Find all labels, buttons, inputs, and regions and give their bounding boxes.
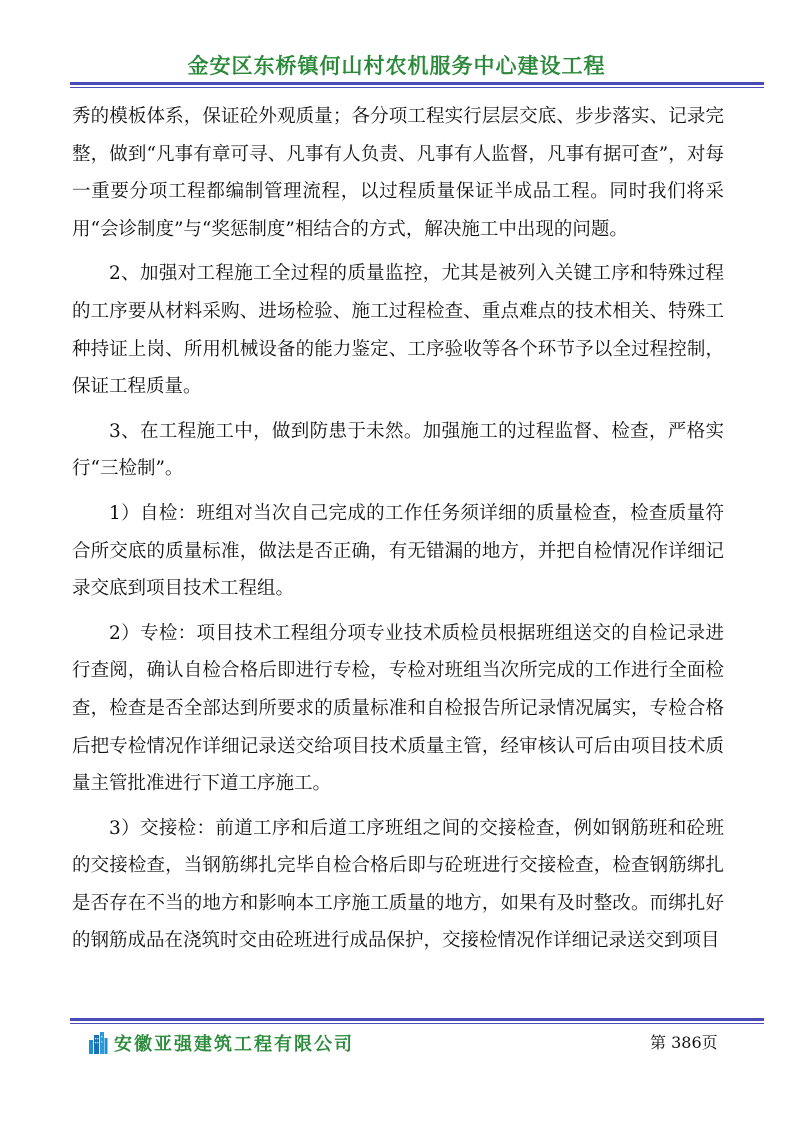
- page-number: 第 386页: [650, 1033, 718, 1052]
- paragraph: 3）交接检：前道工序和后道工序班组之间的交接检查，例如钢筋班和砼班的交接检查，当钢筋绑扎完毕自检合格后即与砼班进行交接检查，检查钢筋绑扎是否存在不当的地方和影响本工序施工质量的地方，如果有及时整改。而绑扎好的钢筋成品在浇筑时交由砼班进行成品保护，交接检情况作详细记录送交到项目: [72, 817, 724, 952]
- paragraph: 3、在工程施工中，做到防患于未然。加强施工的过程监督、检查，严格实行“三检制”。: [72, 420, 724, 480]
- paragraph: 1）自检：班组对当次自己完成的工作任务须详细的质量检查，检查质量符合所交底的质量标准，做法是否正确，有无错漏的地方，并把自检情况作详细记录交底到项目技术工程组。: [72, 502, 724, 600]
- building-logo-icon: [88, 1032, 108, 1054]
- document-title: 金安区东桥镇何山村农机服务中心建设工程: [187, 54, 606, 78]
- header-rule-thin: [70, 87, 764, 88]
- footer-rule-thin: [70, 1023, 764, 1024]
- paragraph: 2、加强对工程施工全过程的质量监控，尤其是被列入关键工序和特殊过程的工序要从材料采购、进场检验、施工过程检查、重点难点的技术相关、特殊工种持证上岗、所用机械设备的能力鉴定、工序验收等各个环节予以全过程控制，保证工程质量。: [72, 263, 724, 398]
- paragraph: 秀的模板体系，保证砼外观质量；各分项工程实行层层交底、步步落实、记录完整，做到“凡事有章可寻、凡事有人负责、凡事有人监督，凡事有据可查”，对每一重要分项工程都编制管理流程，以过程质量保证半成品工程。同时我们将采用“会诊制度”与“奖惩制度”相结合的方式，解决施工中出现的问题。: [72, 106, 724, 240]
- paragraph: 2）专检：项目技术工程组分项专业技术质检员根据班组送交的自检记录进行查阅，确认自检合格后即进行专检，专检对班组当次所完成的工作进行全面检查，检查是否全部达到所要求的质量标准和自检报告所记录情况属实，专检合格后把专检情况作详细记录送交给项目技术质量主管，经审核认可后由项目技术质量主管批准进行下道工序施工。: [72, 622, 724, 795]
- footer-company-block: [88, 1030, 354, 1056]
- footer-rule-thick: [70, 1018, 764, 1021]
- document-body: [72, 98, 724, 967]
- header-rule-thick: [70, 82, 764, 85]
- company-name: 安徽亚强建筑工程有限公司: [114, 1034, 354, 1055]
